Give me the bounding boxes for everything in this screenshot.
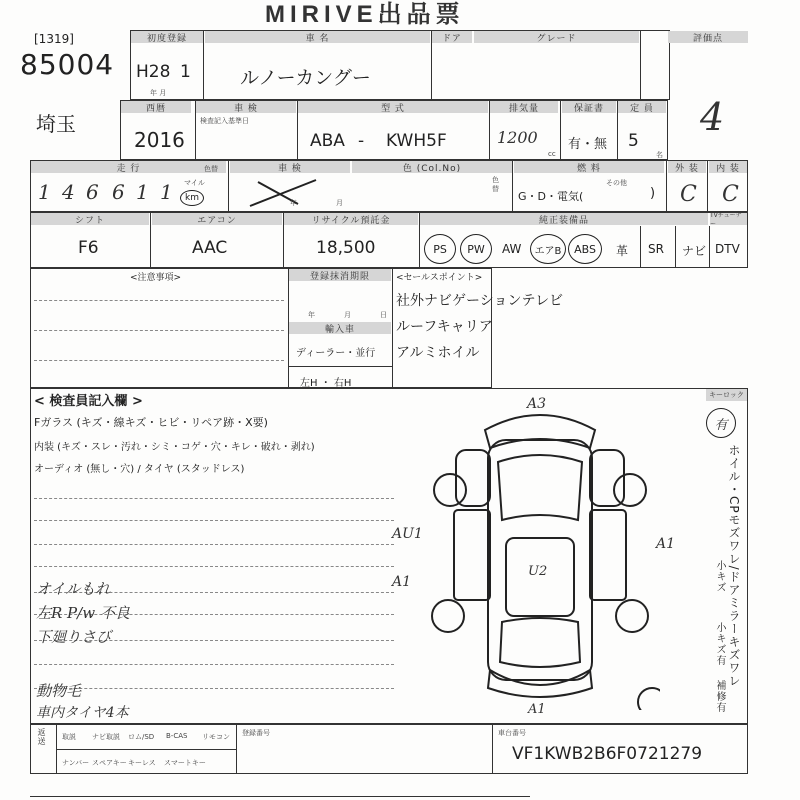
displacement-unit: cc xyxy=(548,150,556,158)
mileage-digit-2: 4 xyxy=(62,180,75,204)
reg-era: H28 xyxy=(136,62,171,82)
equip-pw: PW xyxy=(460,234,492,264)
bottom-item-2: ナビ取説 xyxy=(92,733,120,741)
caution-label: <注意事項> xyxy=(130,273,182,283)
mileage-header: 走 行 xyxy=(31,161,226,173)
fuel-options: G・D・電気( xyxy=(518,190,584,203)
recycle-header: リサイクル預託金 xyxy=(284,213,418,225)
paint-change-label: 色替 xyxy=(204,165,218,173)
mark-right: A1 xyxy=(656,536,676,552)
shift-value: F6 xyxy=(78,238,99,258)
mileage-digit-4: 6 xyxy=(112,180,125,204)
displacement-header: 排気量 xyxy=(490,101,558,113)
exterior-grade: C xyxy=(680,182,697,207)
note-power-window: 左R P/w 不良 xyxy=(36,604,130,622)
bottom-item-4: B-CAS xyxy=(166,732,188,740)
sales-point-label: <セールスポイント> xyxy=(396,273,483,283)
inspector-label: < 検査員記入欄 > xyxy=(34,394,143,409)
bottom-item-9: スマートキー xyxy=(164,759,206,767)
inspect-header: 車 検 xyxy=(196,101,296,113)
model-code: KWH5F xyxy=(386,131,447,151)
dealer-option: ディーラー・並行 xyxy=(296,348,376,359)
mileage-digit-1: 1 xyxy=(38,180,51,204)
key-lock-mark: 有 xyxy=(706,408,736,438)
mileage-digit-5: 1 xyxy=(136,180,149,204)
equip-airbag: エアB xyxy=(530,234,566,264)
equip-navi: ナビ xyxy=(682,244,707,258)
mileage-digit-3: 6 xyxy=(86,180,99,204)
bottom-item-7: スペアキー xyxy=(92,759,127,767)
model-header: 型 式 xyxy=(298,101,488,113)
side-notes: ホイル・CPモズワレ/ドアミラーキズワレ xyxy=(727,444,741,688)
bottom-item-6: ナンバー xyxy=(62,759,90,767)
fuel-other-label: その他 xyxy=(606,179,627,187)
equip-sunroof: SR xyxy=(648,242,664,256)
note-animal-hair: 動物毛 xyxy=(36,682,82,700)
capacity-value: 5 xyxy=(628,131,639,151)
mark-left-front: AU1 xyxy=(392,526,423,542)
sheet-title: MIRIVE出品票 xyxy=(265,1,465,28)
car-name: ルノーカングー xyxy=(240,67,371,89)
fuel-header: 燃 料 xyxy=(514,161,664,173)
inspect-month: 月 xyxy=(336,199,343,207)
year-header: 西暦 xyxy=(121,101,191,113)
side-small-3: 補修有 xyxy=(714,680,725,713)
grade-header: グレード xyxy=(474,31,639,43)
side-small-1: 小キズ xyxy=(714,560,725,593)
equip-ps: PS xyxy=(424,234,456,264)
interior-grade: C xyxy=(722,182,739,207)
inspect-cross xyxy=(248,178,318,208)
rating-header: 評価点 xyxy=(668,31,748,43)
displacement-value: 1200 xyxy=(497,128,538,147)
tv-tuner-header: TVチューナー xyxy=(710,213,747,225)
bottom-item-8: キーレス xyxy=(128,759,156,767)
fuel-close: ) xyxy=(650,186,656,201)
ac-value: AAC xyxy=(192,238,228,258)
region: 埼玉 xyxy=(36,112,76,136)
recycle-value: 18,500 xyxy=(316,238,376,258)
warranty-value: 有・無 xyxy=(568,137,608,152)
reg-expiry-year: 年 xyxy=(308,311,315,319)
chassis-number: VF1KWB2B6F0721279 xyxy=(512,744,703,764)
mileage-mile: マイル xyxy=(184,179,205,187)
year-value: 2016 xyxy=(134,128,185,152)
capacity-header: 定 員 xyxy=(618,101,666,113)
inspector-line-2: 内装 (キズ・スレ・汚れ・シミ・コゲ・穴・キレ・破れ・剥れ) xyxy=(34,442,315,453)
side-small-2: 小キズ有 xyxy=(714,622,725,666)
shift-header: シフト xyxy=(31,213,149,225)
ac-header: エアコン xyxy=(152,213,282,225)
warranty-header: 保証書 xyxy=(562,101,616,113)
reg-month: 1 xyxy=(180,62,191,82)
bottom-item-3: ロム/SD xyxy=(128,733,155,741)
exterior-header: 外 装 xyxy=(668,161,706,173)
mileage-unit: km xyxy=(180,190,204,206)
mileage-digit-6: 1 xyxy=(160,180,173,204)
mark-rear: A1 xyxy=(528,702,546,717)
note-oil-leak: オイルもれ xyxy=(36,580,111,598)
reg-expiry-header: 登録抹消期限 xyxy=(289,269,391,281)
note-underbody-rust: 下廻りさび xyxy=(36,628,112,646)
door-header: ドア xyxy=(432,31,472,43)
car-diagram xyxy=(420,400,660,710)
lot-tag: [1319] xyxy=(34,32,74,46)
interior-header: 内 装 xyxy=(709,161,747,173)
inspector-line-3: オーディオ (無し・穴) / タイヤ (スタッドレス) xyxy=(34,464,245,475)
equip-abs: ABS xyxy=(568,234,602,264)
note-tires: 車内タイヤ4本 xyxy=(36,705,129,721)
mark-front: A3 xyxy=(527,396,547,412)
steering-option: 左H ・ 右H xyxy=(300,378,352,389)
mark-left-rear: A1 xyxy=(392,574,412,590)
lot-number: 85004 xyxy=(20,48,115,81)
key-lock-header: キーロック xyxy=(706,389,747,401)
capacity-unit: 名 xyxy=(656,151,663,159)
color-header: 色 (Col.No) xyxy=(352,161,512,173)
model-prefix: ABA xyxy=(310,131,345,151)
equip-aw: AW xyxy=(502,242,522,256)
equip-leather: 革 xyxy=(616,244,629,258)
equipment-header: 純正装備品 xyxy=(420,213,708,225)
inspect-sub: 検査記入基準日 xyxy=(200,117,249,125)
reg-date-header: 初度登録 xyxy=(131,31,203,43)
car-name-header: 車 名 xyxy=(205,31,430,43)
inspect-year: 年 xyxy=(290,199,297,207)
return-label: 返送 xyxy=(37,728,46,746)
color-change-label: 色替 xyxy=(492,176,499,193)
equip-dtv: DTV xyxy=(715,242,740,256)
reg-expiry-month: 月 xyxy=(344,311,351,319)
model-dash: - xyxy=(358,131,365,151)
mark-center: U2 xyxy=(528,564,548,579)
sales-point-1: 社外ナビゲーションテレビ xyxy=(396,293,564,309)
reg-number-label: 登録番号 xyxy=(242,729,270,737)
reg-sub: 年 月 xyxy=(150,89,167,97)
bottom-item-1: 取説 xyxy=(62,733,76,741)
import-header: 輸入車 xyxy=(289,322,391,334)
sales-point-2: ルーフキャリア xyxy=(396,319,493,335)
rating-value: 4 xyxy=(700,95,725,139)
sales-point-3: アルミホイル xyxy=(396,345,480,361)
bottom-item-5: リモコン xyxy=(202,733,230,741)
inspect-header-2: 車 検 xyxy=(230,161,350,173)
inspector-line-1: Fガラス (キズ・線キズ・ヒビ・リペア跡・X要) xyxy=(34,416,268,429)
chassis-label: 車台番号 xyxy=(498,729,526,737)
reg-expiry-day: 日 xyxy=(380,311,387,319)
